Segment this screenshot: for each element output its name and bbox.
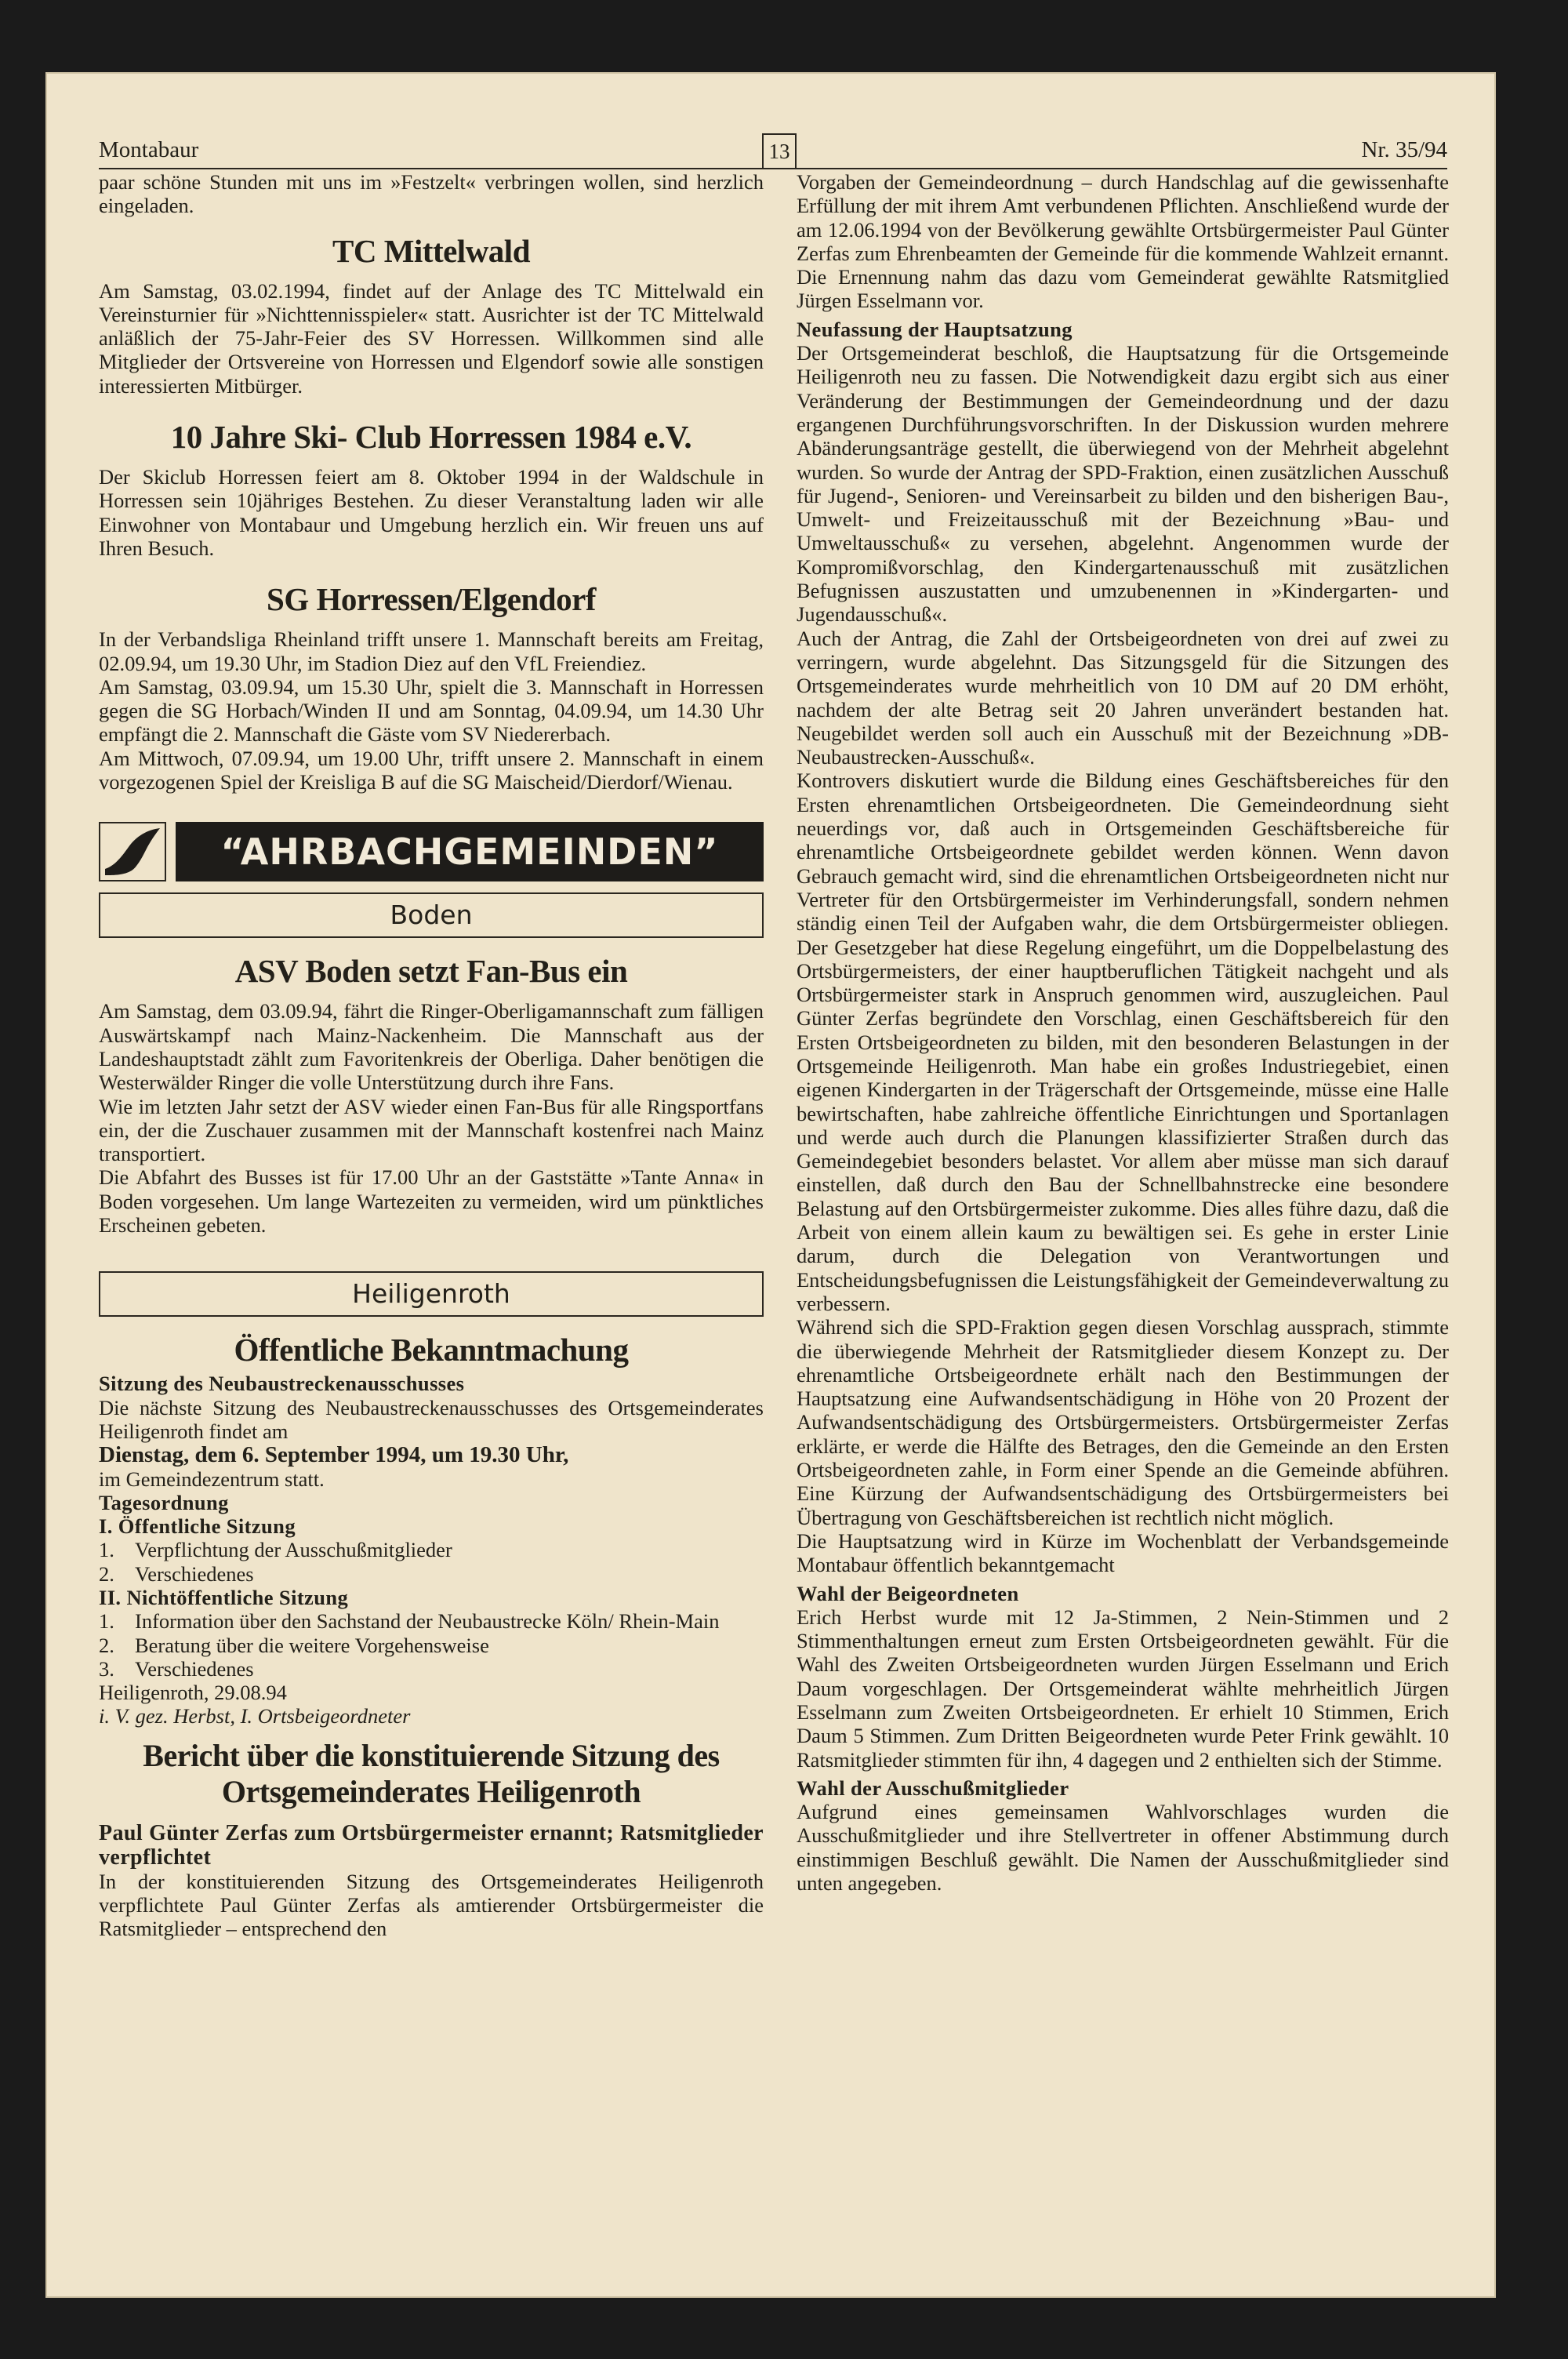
- sg-title: SG Horressen/Elgendorf: [267, 581, 596, 618]
- asv-paragraph-3: Die Abfahrt des Busses ist für 17.00 Uhr an der Gaststätte »Tante Anna« in Boden vorgesehen. Um lange Wartezeiten zu vermeiden, wird um pünktliches Erscheinen gebeten.: [99, 1165, 764, 1238]
- page-number: 13: [762, 133, 797, 169]
- boden-section-label: Boden: [99, 892, 764, 938]
- newspaper-page: [45, 72, 1496, 2298]
- asv-paragraph-1: Am Samstag, dem 03.09.94, fährt die Ringer-Oberligamannschaft zum fälligen Auswärtskampf nach Mainz-Nackenheim. Die Mannschaft aus der Landeshauptstadt zählt zum Favoritenkreis der Oberliga. Daher benötigen die Westerwälder Ringer die volle Unterstützung durch ihre Fans.: [99, 999, 764, 1095]
- spd-paragraph: Während sich die SPD-Fraktion gegen diesen Vorschlag aussprach, stimmte die überwiegende Mehrheit der Ratsmitglieder diesem Konzept zu. Der ehrenamtliche Ortsbeigeordnete erhält nach den Bestimmungen der Hauptsatzung eine Aufwandsentschädigung in Höhe von 20 Prozent der Aufwandsentschädigung des Ortsbürgermeisters. Ortsbürgermeister Zerfas erklärte, er werde die Hälfte des Betrages, den die Gemeinde an den Ersten Ortsbeigeordneten zahle, in Form einer Spende an die Gemeinde abführen. Eine Kürzung der Aufwandsentschädigung des Ortsbürgermeisters bei Übertragung von Geschäftsbereichen ist rechtlich nicht möglich.: [797, 1315, 1449, 1529]
- ahrbachgemeinden-banner: “AHRBACHGEMEINDEN”: [176, 822, 764, 881]
- ski-title: 10 Jahre Ski- Club Horressen 1984 e.V.: [170, 419, 692, 456]
- report-title: Bericht über die konstituierende Sitzung des Ortsgemeinderates Heiligenroth: [143, 1737, 720, 1809]
- report-subtitle: Paul Günter Zerfas zum Ortsbürgermeister ernannt; Ratsmitglieder verpflichtet: [99, 1820, 764, 1870]
- ski-text: Der Skiclub Horressen feiert am 8. Oktober 1994 in der Waldschule in Horressen sein 10jähriges Bestehen. Zu dieser Veranstaltung laden wir alle Einwohner von Montabaur und Umgebung herzlich ein. Wir freuen uns auf Ihren Besuch.: [99, 465, 764, 560]
- issue-number: Nr. 35/94: [1361, 137, 1447, 162]
- agenda-part-1: I. Öffentliche Sitzung: [99, 1514, 296, 1539]
- notice-date: Dienstag, dem 6. September 1994, um 19.30 Uhr,: [99, 1442, 569, 1468]
- ausschuss-heading: Wahl der Ausschußmitglieder: [797, 1776, 1069, 1800]
- left-column: [99, 170, 764, 1941]
- hauptsatzung-paragraph: Der Ortsgemeinderat beschloß, die Hauptsatzung für die Ortsgemeinde Heiligenroth neu zu fassen. Die Notwendigkeit dazu ergibt sich aus einer Veränderung der Bestimmungen der Gemeindeordnung und der dazu ergangenen Durchführungsvorschriften. In der Diskussion wurden mehrere Abänderungsanträge gestellt, die überwiegend von der Mehrheit abgelehnt wurden. So wurde der Antrag der SPD-Fraktion, einen zusätzlichen Ausschuß für Jugend-, Senioren- und Vereinsarbeit zu bilden und den bisherigen Bau-, Umwelt- und Freizeitausschuß mit der Bezeichnung »Bau- und Umweltausschuß« zu versehen, abgelehnt. Angenommen wurde der Kompromißvorschlag, den Kindergartenausschuß mit zusätzlichen Befugnissen auszustatten und umzubenennen in »Kindergarten- und Jugendausschuß«.: [797, 341, 1449, 627]
- agenda-title: Tagesordnung: [99, 1490, 229, 1514]
- heiligenroth-section-label: Heiligenroth: [99, 1271, 764, 1317]
- notice-paragraph-1: Die nächste Sitzung des Neubaustreckenausschusses des Ortsgemeinderates Heiligenroth findet am: [99, 1395, 764, 1443]
- agenda-list: [99, 1514, 764, 1681]
- ausschuss-paragraph: Aufgrund eines gemeinsamen Wahlvorschlages wurden die Ausschußmitglieder und ihre Stellvertreter in offener Abstimmung durch einstimmigen Beschluß gewählt. Die Namen der Ausschußmitglieder sind unten angegeben.: [797, 1800, 1449, 1896]
- agenda-part-2: II. Nichtöffentliche Sitzung: [99, 1585, 349, 1609]
- agenda-item: 2. Beratung über die weitere Vorgehensweise: [99, 1633, 489, 1657]
- agenda-item: 1. Verpflichtung der Ausschußmitglieder: [99, 1538, 452, 1562]
- tc-title: TC Mittelwald: [332, 232, 530, 269]
- bekanntmachung-paragraph: Die Hauptsatzung wird in Kürze im Wochenblatt der Verbandsgemeinde Montabaur öffentlich bekanntgemacht: [797, 1528, 1449, 1577]
- report-paragraph-2: Vorgaben der Gemeindeordnung – durch Handschlag auf die gewissenhafte Erfüllung der mit ihrem Amt verbundenen Pflichten. Anschließend wurde der am 12.06.1994 von der Bevölkerung gewählte Ortsbürgermeister Paul Günter Zerfas zum Ehrenbeamten der Gemeinde für die kommende Wahlzeit ernannt. Die Ernennung nahm das dazu vom Gemeinderat gewählte Ratsmitglied Jürgen Esselmann vor.: [797, 170, 1449, 313]
- asv-paragraph-2: Wie im letzten Jahr setzt der ASV wieder einen Fan-Bus für alle Ringsportfans ein, der die Zuschauer zusammen mit der Mannschaft kostenfrei nach Mainz transportiert.: [99, 1094, 764, 1166]
- hauptsatzung-heading: Neufassung der Hauptsatzung: [797, 317, 1073, 341]
- report-paragraph-1: In der konstituierenden Sitzung des Ortsgemeinderates Heiligenroth verpflichtete Paul Günter Zerfas als amtierender Ortsbürgermeister die Ratsmitglieder – entsprechend den: [99, 1869, 764, 1941]
- geschaeftsbereich-paragraph: Kontrovers diskutiert wurde die Bildung eines Geschäftsbereiches für den Ersten ehrenamtlichen Ortsbeigeordneten. Die Gemeindeordnung sieht neuerdings vor, daß auch in Ortsgemeinden Geschäftsbereiche für ehrenamtliche Ortsbeigeordnete gebildet werden können. Wenn davon Gebrauch gemacht wird, sind die ehrenamtlichen Ortsbeigeordneten nicht nur Vertreter für den Ortsbürgermeister im Verhinderungsfall, sondern nehmen ständig einen Teil der Aufgaben wahr, die dem Ortsbürgermeister obliegen. Der Gesetzgeber hat diese Regelung eingeführt, um die Doppelbelastung des Ortsbürgermeisters, der einer hauptberuflichen Tätigkeit nachgeht und als Ortsbürgermeister stark in Anspruch genommen wird, auszugleichen. Paul Günter Zerfas begründete den Vorschlag, einen Geschäftsbereich für den Ersten Ortsbeigeordneten zu bilden, mit den besonderen Belastungen in der Ortsgemeinde Heiligenroth. Man habe ein großes Industriegebiet, einen eigenen Kindergarten in der Trägerschaft der Ortsgemeinde, müsse eine Halle bewirtschaften, habe zahlreiche öffentliche Einrichtungen und Sportanlagen und werde auch durch die Planungen klassifizierter Straßen durch das Gemeindegebiet besonders belastet. Vor allem aber müsse man sich darauf einstellen, daß durch den Bau der Schnellbahnstrecke eine besondere Belastung auf den Ortsbürgermeister zukomme. Dies alles führe dazu, daß die Arbeit von einem allein kaum zu bewältigen sei. Es gehe in erster Linie darum, durch die Delegation von Verantwortungen und Entscheidungsbefugnissen die Leistungsfähigkeit der Gemeindeverwaltung zu verbessern.: [797, 769, 1449, 1315]
- signature: i. V. gez. Herbst, I. Ortsbeigeordneter: [99, 1704, 411, 1728]
- right-column: [797, 170, 1449, 1895]
- asv-title: ASV Boden setzt Fan-Bus ein: [234, 953, 628, 990]
- region-logo-icon: [99, 822, 166, 881]
- beigeordnete-heading: Wahl der Beigeordneten: [797, 1581, 1019, 1605]
- intro-text: paar schöne Stunden mit uns im »Festzelt« verbringen wollen, sind herzlich eingeladen.: [99, 170, 764, 218]
- sg-paragraph-3: Am Mittwoch, 07.09.94, um 19.00 Uhr, trifft unsere 2. Mannschaft in einem vorgezogenen Spiel der Kreisliga B auf die SG Maischeid/Dierdorf/Wienau.: [99, 746, 764, 794]
- notice-subtitle: Sitzung des Neubaustreckenausschusses: [99, 1372, 465, 1396]
- sitzungsgeld-paragraph: Auch der Antrag, die Zahl der Ortsbeigeordneten von drei auf zwei zu verringern, wurde abgelehnt. Das Sitzungsgeld für die Sitzungen des Ortsgemeinderates wurde mehrheitlich von 10 DM auf 20 DM erhöht, nachdem der alte Betrag seit 20 Jahren unverändert bestanden hat. Neugebildet werden soll auch ein Ausschuß mit der Bezeichnung »DB-Neubaustrecken-Ausschuß«.: [797, 626, 1449, 769]
- page-header: [99, 129, 1447, 169]
- sg-paragraph-1: In der Verbandsliga Rheinland trifft unsere 1. Mannschaft bereits am Freitag, 02.09.94, um 19.30 Uhr, im Stadion Diez auf den VfL Freiendiez.: [99, 627, 764, 675]
- header-town: Montabaur: [99, 137, 199, 162]
- sg-paragraph-2: Am Samstag, 03.09.94, um 15.30 Uhr, spielt die 3. Mannschaft in Horressen gegen die SG Horbach/Winden II und am Sonntag, 04.09.94, um 14.30 Uhr empfängt die 2. Mannschaft die Gäste vom SV Niedererbach.: [99, 674, 764, 747]
- beigeordnete-paragraph: Erich Herbst wurde mit 12 Ja-Stimmen, 2 Nein-Stimmen und 2 Stimmenthaltungen erneut zum Ersten Ortsbeigeordneten gewählt. Für die Wahl des Zweiten Ortsbeigeordneten wurden Jürgen Esselmann und Erich Daum vorgeschlagen. Der Ortsgemeinderat wählte mehrheitlich Jürgen Esselmann zum Zweiten Ortsbeigeordneten. Er erhielt 10 Stimmen, Erich Daum 5 Stimmen. Zum Dritten Beigeordneten wurde Peter Frink gewählt. 10 Ratsmitglieder stimmten für ihn, 4 dagegen und 2 enthielten sich der Stimme.: [797, 1605, 1449, 1772]
- tc-text: Am Samstag, 03.02.1994, findet auf der Anlage des TC Mittelwald ein Vereinsturnier für »Nichttennisspieler« statt. Ausrichter ist der TC Mittelwald anläßlich der 75-Jahr-Feier des SV Horressen. Willkommen sind alle Mitglieder der Ortsvereine von Horressen und Elgendorf sowie alle sonstigen interessierten Mitbürger.: [99, 278, 764, 398]
- notice-paragraph-2: im Gemeindezentrum statt.: [99, 1467, 325, 1491]
- section-banner: [99, 822, 764, 881]
- notice-title: Öffentliche Bekanntmachung: [234, 1332, 629, 1369]
- agenda-item: 3. Verschiedenes: [99, 1656, 254, 1681]
- agenda-item: 1. Information über den Sachstand der Neubaustrecke Köln/ Rhein-Main: [99, 1609, 720, 1634]
- agenda-item: 2. Verschiedenes: [99, 1561, 254, 1586]
- place-date: Heiligenroth, 29.08.94: [99, 1681, 287, 1705]
